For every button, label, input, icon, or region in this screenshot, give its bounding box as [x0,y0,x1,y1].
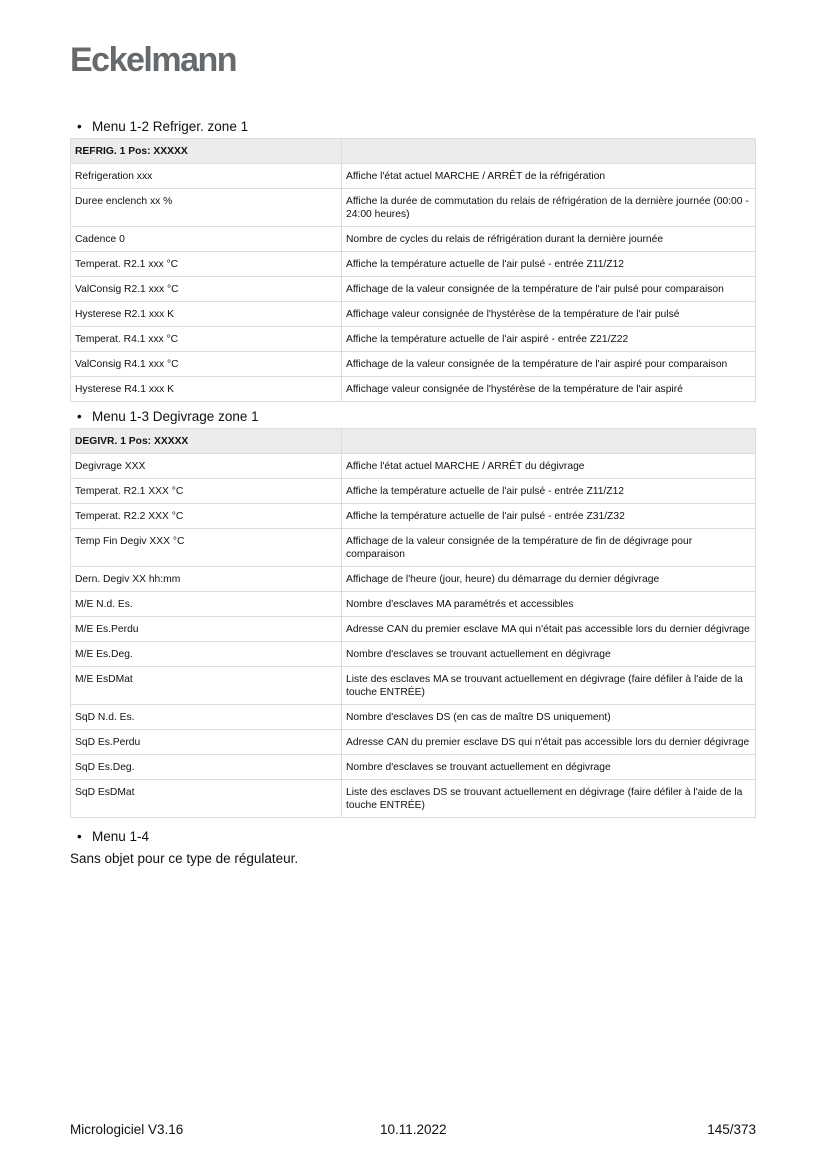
table-row [71,529,756,567]
table-row [71,454,756,479]
description-cell: Liste des esclaves DS se trouvant actuellement en dégivrage (faire défiler à l'aide de la touche ENTRÉE) [342,780,756,818]
parameter-cell: Hysterese R4.1 xxx K [71,377,342,402]
bullet-dot: • [77,119,82,134]
description-cell: Affichage de l'heure (jour, heure) du démarrage du dernier dégivrage [342,567,756,592]
parameter-cell: Temperat. R4.1 xxx °C [71,327,342,352]
description-cell: Nombre de cycles du relais de réfrigération durant la dernière journée [342,227,756,252]
menu-1-4-heading [70,828,756,848]
table-row [71,377,756,402]
parameter-cell: M/E EsDMat [71,667,342,705]
table-header-row [71,139,756,164]
parameter-cell: M/E Es.Deg. [71,642,342,667]
table-row [71,642,756,667]
table-row [71,617,756,642]
parameter-cell: Temperat. R2.1 xxx °C [71,252,342,277]
page-footer [70,1122,756,1140]
table-row [71,352,756,377]
table-row [71,504,756,529]
description-cell: Affiche la température actuelle de l'air pulsé - entrée Z11/Z12 [342,479,756,504]
table-row [71,277,756,302]
table-header-cell: REFRIG. 1 Pos: XXXXX [71,139,342,164]
parameter-cell: Refrigeration xxx [71,164,342,189]
description-cell: Liste des esclaves MA se trouvant actuellement en dégivrage (faire défiler à l'aide de la touche ENTRÉE) [342,667,756,705]
parameter-cell: M/E Es.Perdu [71,617,342,642]
parameter-cell: SqD Es.Perdu [71,730,342,755]
table-row [71,592,756,617]
parameter-table [70,138,756,402]
menu-1-4-text: Sans objet pour ce type de régulateur. [70,851,299,866]
parameter-cell: M/E N.d. Es. [71,592,342,617]
description-cell: Nombre d'esclaves se trouvant actuellement en dégivrage [342,642,756,667]
section-heading-text: Menu 1-3 Degivrage zone 1 [92,409,259,424]
description-cell: Adresse CAN du premier esclave MA qui n'était pas accessible lors du dernier dégivrage [342,617,756,642]
table-header-row [71,429,756,454]
description-cell: Affiche la durée de commutation du relais de réfrigération de la dernière journée (00:00 - 24:00 heures) [342,189,756,227]
parameter-cell: Temp Fin Degiv XXX °C [71,529,342,567]
table-row [71,705,756,730]
table-row [71,227,756,252]
footer-date: 10.11.2022 [380,1122,447,1137]
parameter-cell: SqD N.d. Es. [71,705,342,730]
parameter-cell: SqD Es.Deg. [71,755,342,780]
description-cell: Affichage de la valeur consignée de la température de l'air pulsé pour comparaison [342,277,756,302]
description-cell: Affiche la température actuelle de l'air pulsé - entrée Z11/Z12 [342,252,756,277]
table-row [71,164,756,189]
sections-container [70,118,756,818]
parameter-cell: Temperat. R2.1 XXX °C [71,479,342,504]
description-cell: Affiche l'état actuel MARCHE / ARRÊT du dégivrage [342,454,756,479]
parameter-cell: Cadence 0 [71,227,342,252]
description-cell: Affiche la température actuelle de l'air pulsé - entrée Z31/Z32 [342,504,756,529]
parameter-cell: Duree enclench xx % [71,189,342,227]
table-header-cell [342,139,756,164]
table-row [71,327,756,352]
parameter-cell: Temperat. R2.2 XXX °C [71,504,342,529]
page-content [70,118,756,868]
table-row [71,302,756,327]
section-heading [70,408,756,428]
parameter-cell: SqD EsDMat [71,780,342,818]
table-row [71,780,756,818]
table-row [71,252,756,277]
description-cell: Nombre d'esclaves se trouvant actuellement en dégivrage [342,755,756,780]
table-header-cell: DEGIVR. 1 Pos: XXXXX [71,429,342,454]
parameter-cell: Dern. Degiv XX hh:mm [71,567,342,592]
table-header-cell [342,429,756,454]
parameter-cell: Hysterese R2.1 xxx K [71,302,342,327]
description-cell: Affichage de la valeur consignée de la température de l'air aspiré pour comparaison [342,352,756,377]
table-row [71,189,756,227]
table-row [71,730,756,755]
description-cell: Adresse CAN du premier esclave DS qui n'était pas accessible lors du dernier dégivrage [342,730,756,755]
parameter-cell: Degivrage XXX [71,454,342,479]
description-cell: Affichage de la valeur consignée de la température de fin de dégivrage pour comparaison [342,529,756,567]
description-cell: Affichage valeur consignée de l'hystérèse de la température de l'air pulsé [342,302,756,327]
description-cell: Nombre d'esclaves DS (en cas de maître DS uniquement) [342,705,756,730]
section-heading-text: Menu 1-2 Refriger. zone 1 [92,119,249,134]
parameter-table [70,428,756,818]
description-cell: Affichage valeur consignée de l'hystérèse de la température de l'air aspiré [342,377,756,402]
description-cell: Nombre d'esclaves MA paramétrés et accessibles [342,592,756,617]
footer-firmware: Micrologiciel V3.16 [70,1122,184,1137]
table-row [71,479,756,504]
description-cell: Affiche l'état actuel MARCHE / ARRÊT de la réfrigération [342,164,756,189]
section-heading [70,118,756,138]
table-row [71,567,756,592]
table-row [71,667,756,705]
eckelmann-logo: Eckelmann [70,41,237,79]
parameter-cell: ValConsig R2.1 xxx °C [71,277,342,302]
parameter-cell: ValConsig R4.1 xxx °C [71,352,342,377]
description-cell: Affiche la température actuelle de l'air aspiré - entrée Z21/Z22 [342,327,756,352]
bullet-dot: • [77,409,82,424]
bullet-dot: • [77,829,82,844]
footer-page-number: 145/373 [707,1122,756,1137]
table-row [71,755,756,780]
menu-1-4-heading-text: Menu 1-4 [92,829,150,844]
